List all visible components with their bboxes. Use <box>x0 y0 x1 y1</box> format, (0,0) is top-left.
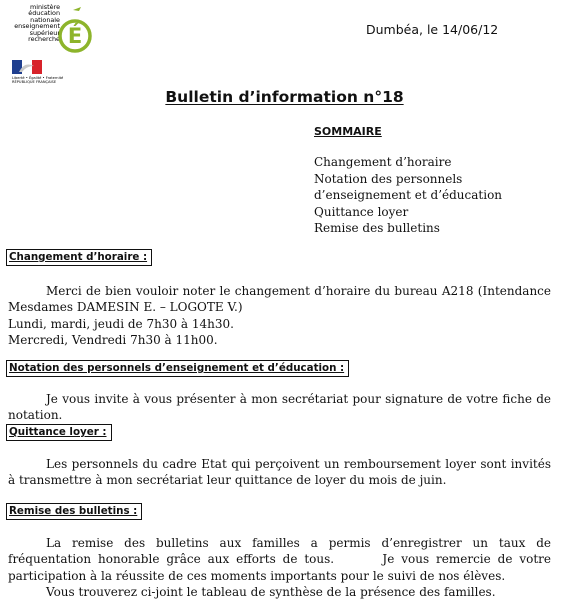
paragraph: Les personnels du cadre Etat qui perçoivent un remboursement loyer sont invités à transmettre à mon secrétariat leur quittance de loyer du mois de juin. <box>8 457 551 488</box>
section-body-notation <box>8 391 551 424</box>
paragraph-line: Lundi, mardi, jeudi de 7h30 à 14h30. <box>8 316 234 331</box>
flag-republic: RÉPUBLIQUE FRANÇAISE <box>12 80 57 84</box>
section-heading-notation: Notation des personnels d’enseignement et d’éducation : <box>6 360 349 377</box>
logo-line: enseignement <box>14 22 60 31</box>
section-body-quittance <box>8 456 551 489</box>
paragraph-line: Mercredi, Vendredi 7h30 à 11h00. <box>8 333 218 348</box>
summary-block <box>314 124 559 236</box>
logo-line: ministère <box>29 3 60 11</box>
section-body-bulletins <box>8 535 551 601</box>
summary-item: Changement d’horaire <box>314 155 452 170</box>
flag-motto: Liberté • Égalité • Fraternité <box>12 76 64 80</box>
paragraph: Merci de bien vouloir noter le changement d’horaire du bureau A218 (Intendance Mesdames DAMESIN E. – LOGOTE V.) <box>8 284 551 315</box>
logo-line: recherche <box>28 35 60 44</box>
paragraph: Vous trouverez ci-joint le tableau de synthèse de la présence des familles. <box>46 585 496 600</box>
section-heading-bulletins: Remise des bulletins : <box>6 503 142 520</box>
french-flag-icon <box>12 60 42 74</box>
logo-line: nationale <box>30 15 60 24</box>
logo-line: éducation <box>28 9 60 18</box>
paragraph: Je vous invite à vous présenter à mon secrétariat pour signature de votre fiche de notation. <box>8 392 551 423</box>
flag-caption <box>12 76 64 84</box>
document-date: Dumbéa, le 14/06/12 <box>366 22 499 37</box>
section-heading-quittance: Quittance loyer : <box>6 424 112 441</box>
document-title <box>0 88 569 106</box>
section-heading-horaire: Changement d’horaire : <box>6 249 152 266</box>
summary-heading: SOMMAIRE <box>314 125 382 138</box>
title-text: Bulletin d’information n°18 <box>165 88 404 106</box>
section-body-horaire <box>8 283 551 349</box>
summary-item: Remise des bulletins <box>314 221 440 236</box>
logo-text <box>14 4 60 42</box>
logo-e-icon <box>58 6 92 56</box>
logo-letter: É <box>67 24 83 48</box>
summary-item: Quittance loyer <box>314 204 409 219</box>
paragraph: La remise des bulletins aux familles a permis d’enregistrer un taux de fréquentation honorable grâce aux efforts de tous. Je vous remercie de votre participation à la réussite de ces moments importants pour le suivi de nos élèves. <box>8 536 551 583</box>
summary-item: Notation des personnels d’enseignement et d’éducation <box>314 171 503 203</box>
logo-line: supérieur <box>29 28 60 37</box>
